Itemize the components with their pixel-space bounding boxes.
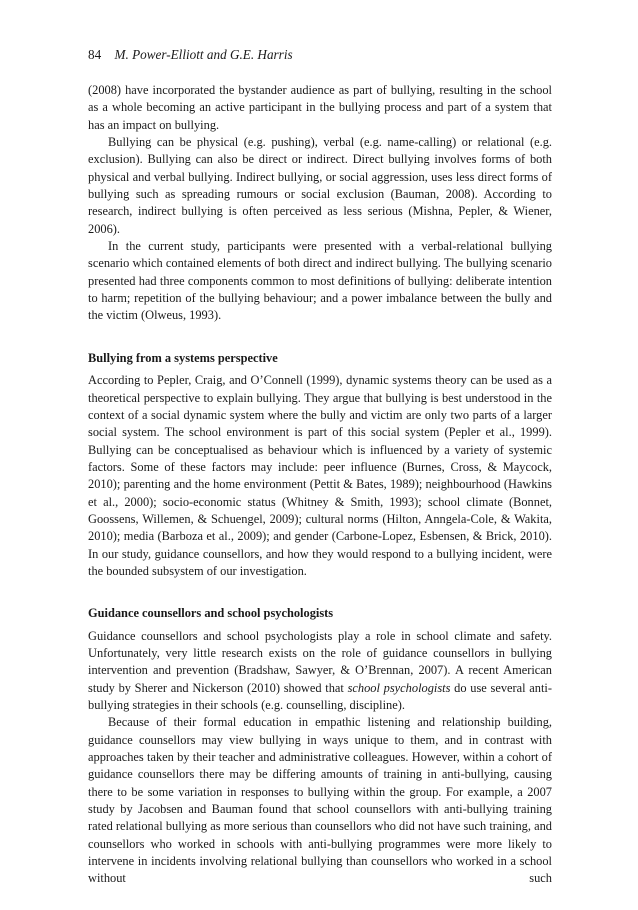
running-head-authors: M. Power-Elliott and G.E. Harris [114, 47, 293, 62]
emphasis-school-psychologists: school psychologists [347, 680, 451, 695]
paragraph-continuation: (2008) have incorporated the bystander audience as part of bullying, resulting in the school as a whole becoming an active participant in the bullying process and part of a system that has an impact on bullying. [88, 83, 552, 132]
running-head [88, 47, 293, 63]
section-heading-systems: Bullying from a systems perspective [88, 350, 278, 365]
text-run: Guidance counsellors and school psychologists play a role in school climate and safety. Unfortunately, very little research exists on the role of guidance counsellors in bullying intervention and prevention (Bradshaw, Sawyer, & O’Brennan, 2007). A recent American study by Sherer and Nickerson (2010) showed that [88, 628, 552, 695]
paragraph-current-study: In the current study, participants were presented with a verbal-relational bullying scenario which contained elements of both direct and indirect bullying. The bullying scenario presented had three components common to most definitions of bullying: deliberate intention to harm; repetition of the bullying behaviour; and a power imbalance between the bully and the victim (Olweus, 1993). [88, 239, 552, 323]
paragraph-formal-education: Because of their formal education in empathic listening and relationship building, guidance counsellors may view bullying in ways unique to them, and in contrast with approaches taken by their teacher and administrative colleagues. However, within a cohort of guidance counsellors there may be differing amounts of training in anti-bullying, causing there to be some variation in responses to bullying within the group. For example, a 2007 study by Jacobsen and Bauman found that school counsellors with anti-bullying training rated relational bullying as more serious than counsellors who did not have such training, and counsellors who worked in schools with anti-bullying programmes were more likely to intervene in incidents involving relational bullying than counsellors who worked in a school without such [88, 715, 552, 886]
section-heading-counsellors: Guidance counsellors and school psychologists [88, 606, 334, 621]
article-body [88, 82, 552, 888]
paragraph-counsellors-role [88, 628, 552, 715]
text-run: do use several anti-bullying strategies in their schools (e.g. counselling, discipline). [88, 680, 552, 712]
paragraph-bullying-types: Bullying can be physical (e.g. pushing), verbal (e.g. name-calling) or relational (e.g. exclusion). Bullying can also be direct or indirect. Direct bullying involves forms of both physical and verbal bullying. Indirect bullying, or social aggression, uses less direct forms of bullying such as spreading rumours or social exclusion (Bauman, 2008). According to research, indirect bullying is often perceived as less serious (Mishna, Pepler, & Wiener, 2006). [88, 135, 552, 236]
page-number: 84 [88, 47, 102, 62]
paragraph-systems-perspective: According to Pepler, Craig, and O’Connell (1999), dynamic systems theory can be used as a theoretical perspective to explain bullying. They argue that bullying is best understood in the context of a social dynamic system where the bully and victim are only two parts of a larger social system. The school environment is part of this social system (Pepler et al., 1999). Bullying can be conceptualised as behaviour which is influenced by a variety of systemic factors. Some of these factors may include: peer influence (Burnes, Cross, & Maycock, 2010); parenting and the home environment (Pettit & Bates, 1989); neighbourhood (Hawkins et al., 2000); socio-economic status (Whitney & Smith, 1993); school climate (Bonnet, Goossens, Willemen, & Schuengel, 2009); cultural norms (Hilton, Anngela-Cole, & Wakita, 2010); media (Barboza et al., 2009); and gender (Carbone-Lopez, Esbensen, & Brick, 2010). In our study, guidance counsellors, and how they would respond to a bullying incident, were the bounded subsystem of our investigation. [88, 373, 552, 578]
